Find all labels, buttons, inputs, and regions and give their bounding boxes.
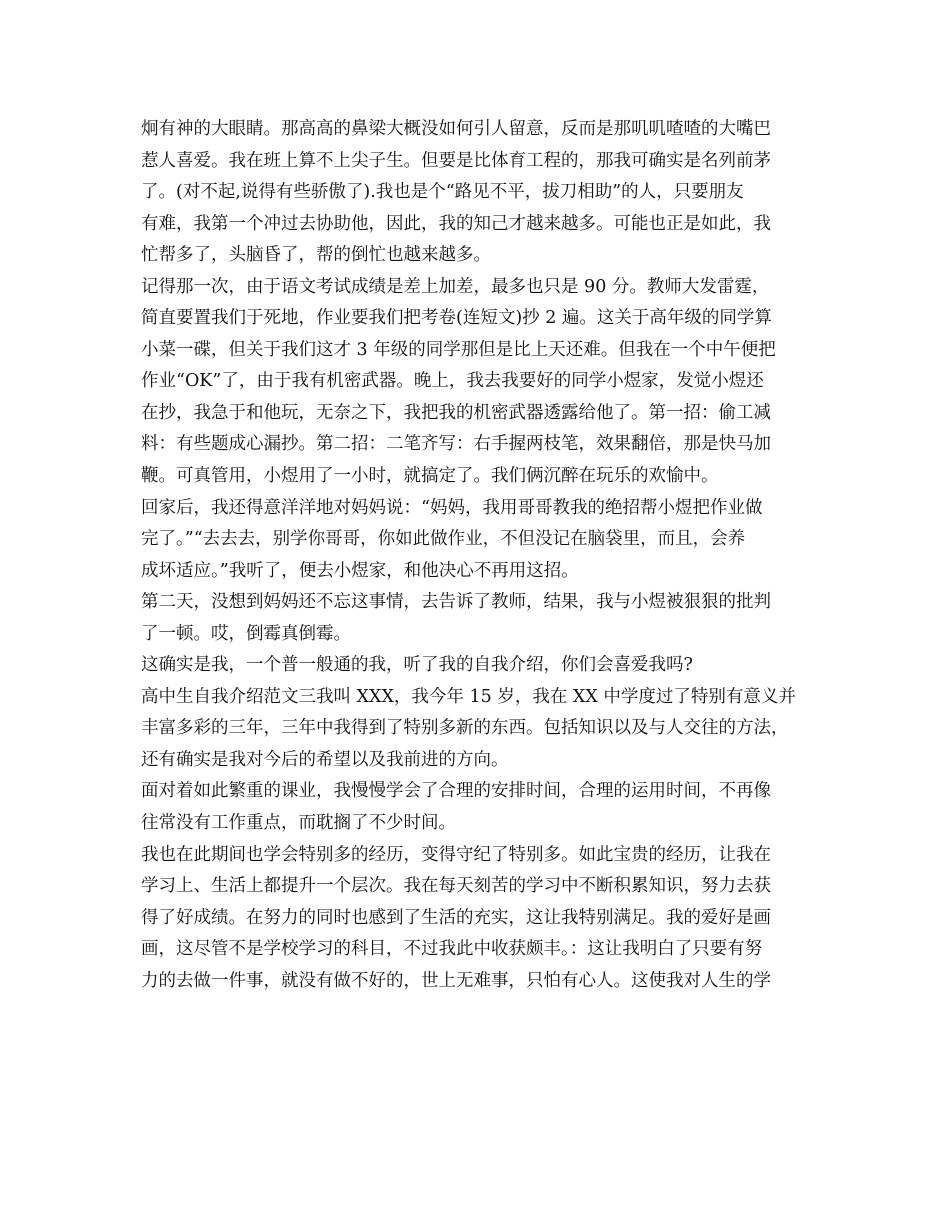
text-line: 记得那一次，由于语文考试成绩是差上加差，最多也只是 90 分。教师大发雷霆， — [141, 276, 770, 297]
text-line: 在抄，我急于和他玩，无奈之下，我把我的机密武器透露给他了。第一招：偷工减 — [141, 402, 771, 423]
text-line: 画，这尽管不是学校学习的科目，不过我此中收获颇丰。：这让我明白了只要有努 — [141, 939, 763, 960]
text-line: 了。(对不起,说得有些骄傲了).我也是个“路见不平，拔刀相助”的人，只要朋友 — [141, 182, 744, 203]
text-line: 有难，我第一个冲过去协助他，因此，我的知己才越来越多。可能也正是如此，我 — [141, 213, 771, 234]
document-body — [141, 114, 841, 997]
text-line: 鞭。可真管用，小煜用了一小时，就搞定了。我们俩沉醉在玩乐的欢愉中。 — [141, 466, 719, 487]
text-line: 这确实是我，一个普一般通的我，听了我的自我介绍，你们会喜爱我吗? — [141, 655, 693, 676]
text-line: 料：有些题成心漏抄。第二招：二笔齐写：右手握两枝笔，效果翻倍，那是快马加 — [141, 434, 771, 455]
text-line: 成坏适应。”我听了，便去小煜家，和他决心不再用这招。 — [141, 560, 579, 581]
text-line: 简直要置我们于死地，作业要我们把考卷(连短文)抄 2 遍。这关于高年级的同学算 — [141, 308, 772, 329]
text-line: 还有确实是我对今后的希望以及我前进的方向。 — [141, 749, 509, 770]
text-line: 往常没有工作重点，而耽搁了不少时间。 — [141, 813, 456, 834]
text-line: 高中生自我介绍范文三我叫 XXX，我今年 15 岁，我在 XX 中学度过了特别有意义并 — [141, 686, 796, 707]
text-line: 炯有神的大眼睛。那高高的鼻梁大概没如何引人留意，反而是那叽叽喳喳的大嘴巴 — [141, 119, 771, 139]
text-line: 回家后，我还得意洋洋地对妈妈说：“妈妈，我用哥哥教我的绝招帮小煜把作业做 — [141, 497, 763, 518]
text-line: 忙帮多了，头脑昏了，帮的倒忙也越来越多。 — [141, 245, 491, 266]
text-line: 丰富多彩的三年，三年中我得到了特别多新的东西。包括知识以及与人交往的方法， — [141, 718, 789, 739]
text-line: 小菜一碟，但关于我们这才 3 年级的同学那但是比上天还难。但我在一个中午便把 — [141, 339, 776, 360]
text-line: 力的去做一件事，就没有做不好的，世上无难事，只怕有心人。这使我对人生的学 — [141, 970, 771, 991]
text-line: 得了好成绩。在努力的同时也感到了生活的充实，这让我特别满足。我的爱好是画 — [141, 907, 771, 928]
text-line: 学习上、生活上都提升一个层次。我在每天刻苦的学习中不断积累知识，努力去获 — [141, 876, 771, 897]
text-line: 完了。”“去去去，别学你哥哥，你如此做作业，不但没记在脑袋里，而且，会养 — [141, 529, 746, 550]
text-line: 了一顿。哎，倒霉真倒霉。 — [141, 623, 351, 644]
text-line: 惹人喜爱。我在班上算不上尖子生。但要是比体育工程的，那我可确实是名列前茅 — [141, 150, 771, 171]
text-line: 面对着如此繁重的课业，我慢慢学会了合理的安排时间，合理的运用时间，不再像 — [141, 781, 771, 802]
text-line: 第二天，没想到妈妈还不忘这事情，去告诉了教师，结果，我与小煜被狠狠的批判 — [141, 592, 771, 613]
text-line: 我也在此期间也学会特别多的经历，变得守纪了特别多。如此宝贵的经历，让我在 — [141, 844, 771, 865]
text-line: 作业“OK”了，由于我有机密武器。晚上，我去我要好的同学小煜家，发觉小煜还 — [141, 371, 764, 392]
